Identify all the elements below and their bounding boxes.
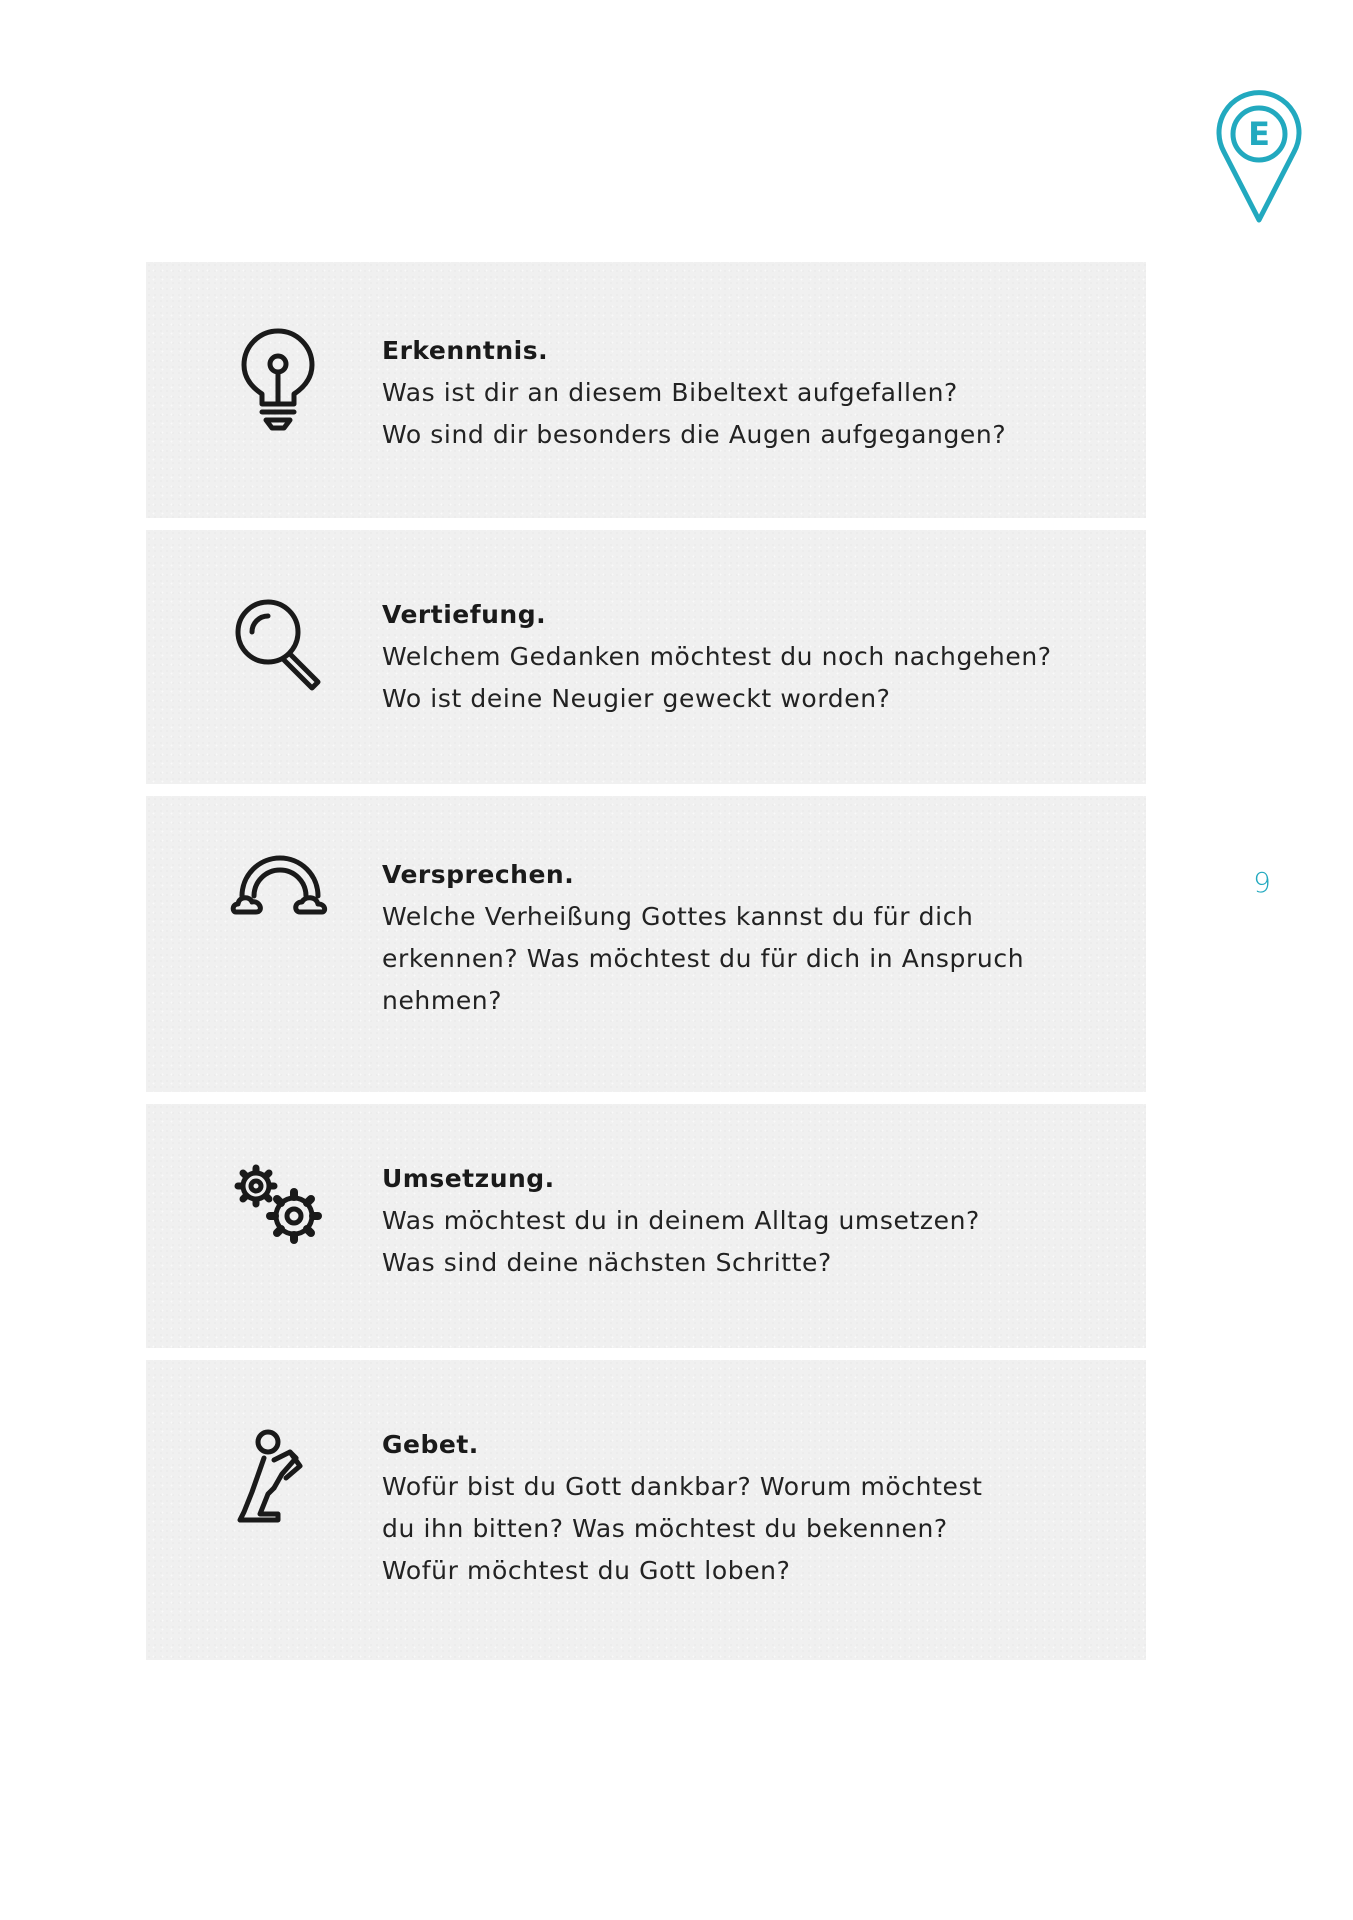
page-number: 9: [1253, 866, 1271, 899]
card-gebet: [146, 1360, 1146, 1660]
logo-letter: E: [1248, 115, 1270, 153]
card-title: Vertiefung.: [382, 600, 547, 629]
card-umsetzung: [146, 1104, 1146, 1348]
card-body: Welche Verheißung Gottes kannst du für dich erkennen? Was möchtest du für dich in Anspruch nehmen?: [382, 902, 1025, 1015]
card-title: Versprechen.: [382, 860, 575, 889]
card-versprechen: [146, 796, 1146, 1092]
location-pin-logo-icon: [1214, 86, 1304, 224]
card-title: Umsetzung.: [382, 1164, 555, 1193]
gears-icon: [230, 1158, 330, 1258]
rainbow-icon: [230, 840, 330, 940]
card-title: Erkenntnis.: [382, 336, 549, 365]
praying-person-icon: [230, 1430, 330, 1530]
card-vertiefung: [146, 530, 1146, 784]
card-body: Wofür bist du Gott dankbar? Worum möchtest du ihn bitten? Was möchtest du bekennen? Wofür möchtest du Gott loben?: [382, 1472, 983, 1585]
magnifier-icon: [230, 594, 330, 694]
lightbulb-icon: [230, 330, 330, 430]
card-body: Was möchtest du in deinem Alltag umsetzen? Was sind deine nächsten Schritte?: [382, 1206, 980, 1277]
card-body: Was ist dir an diesem Bibeltext aufgefallen? Wo sind dir besonders die Augen aufgegangen?: [382, 378, 1007, 449]
card-erkenntnis: [146, 262, 1146, 518]
card-title: Gebet.: [382, 1430, 479, 1459]
card-body: Welchem Gedanken möchtest du noch nachgehen? Wo ist deine Neugier geweckt worden?: [382, 642, 1052, 713]
